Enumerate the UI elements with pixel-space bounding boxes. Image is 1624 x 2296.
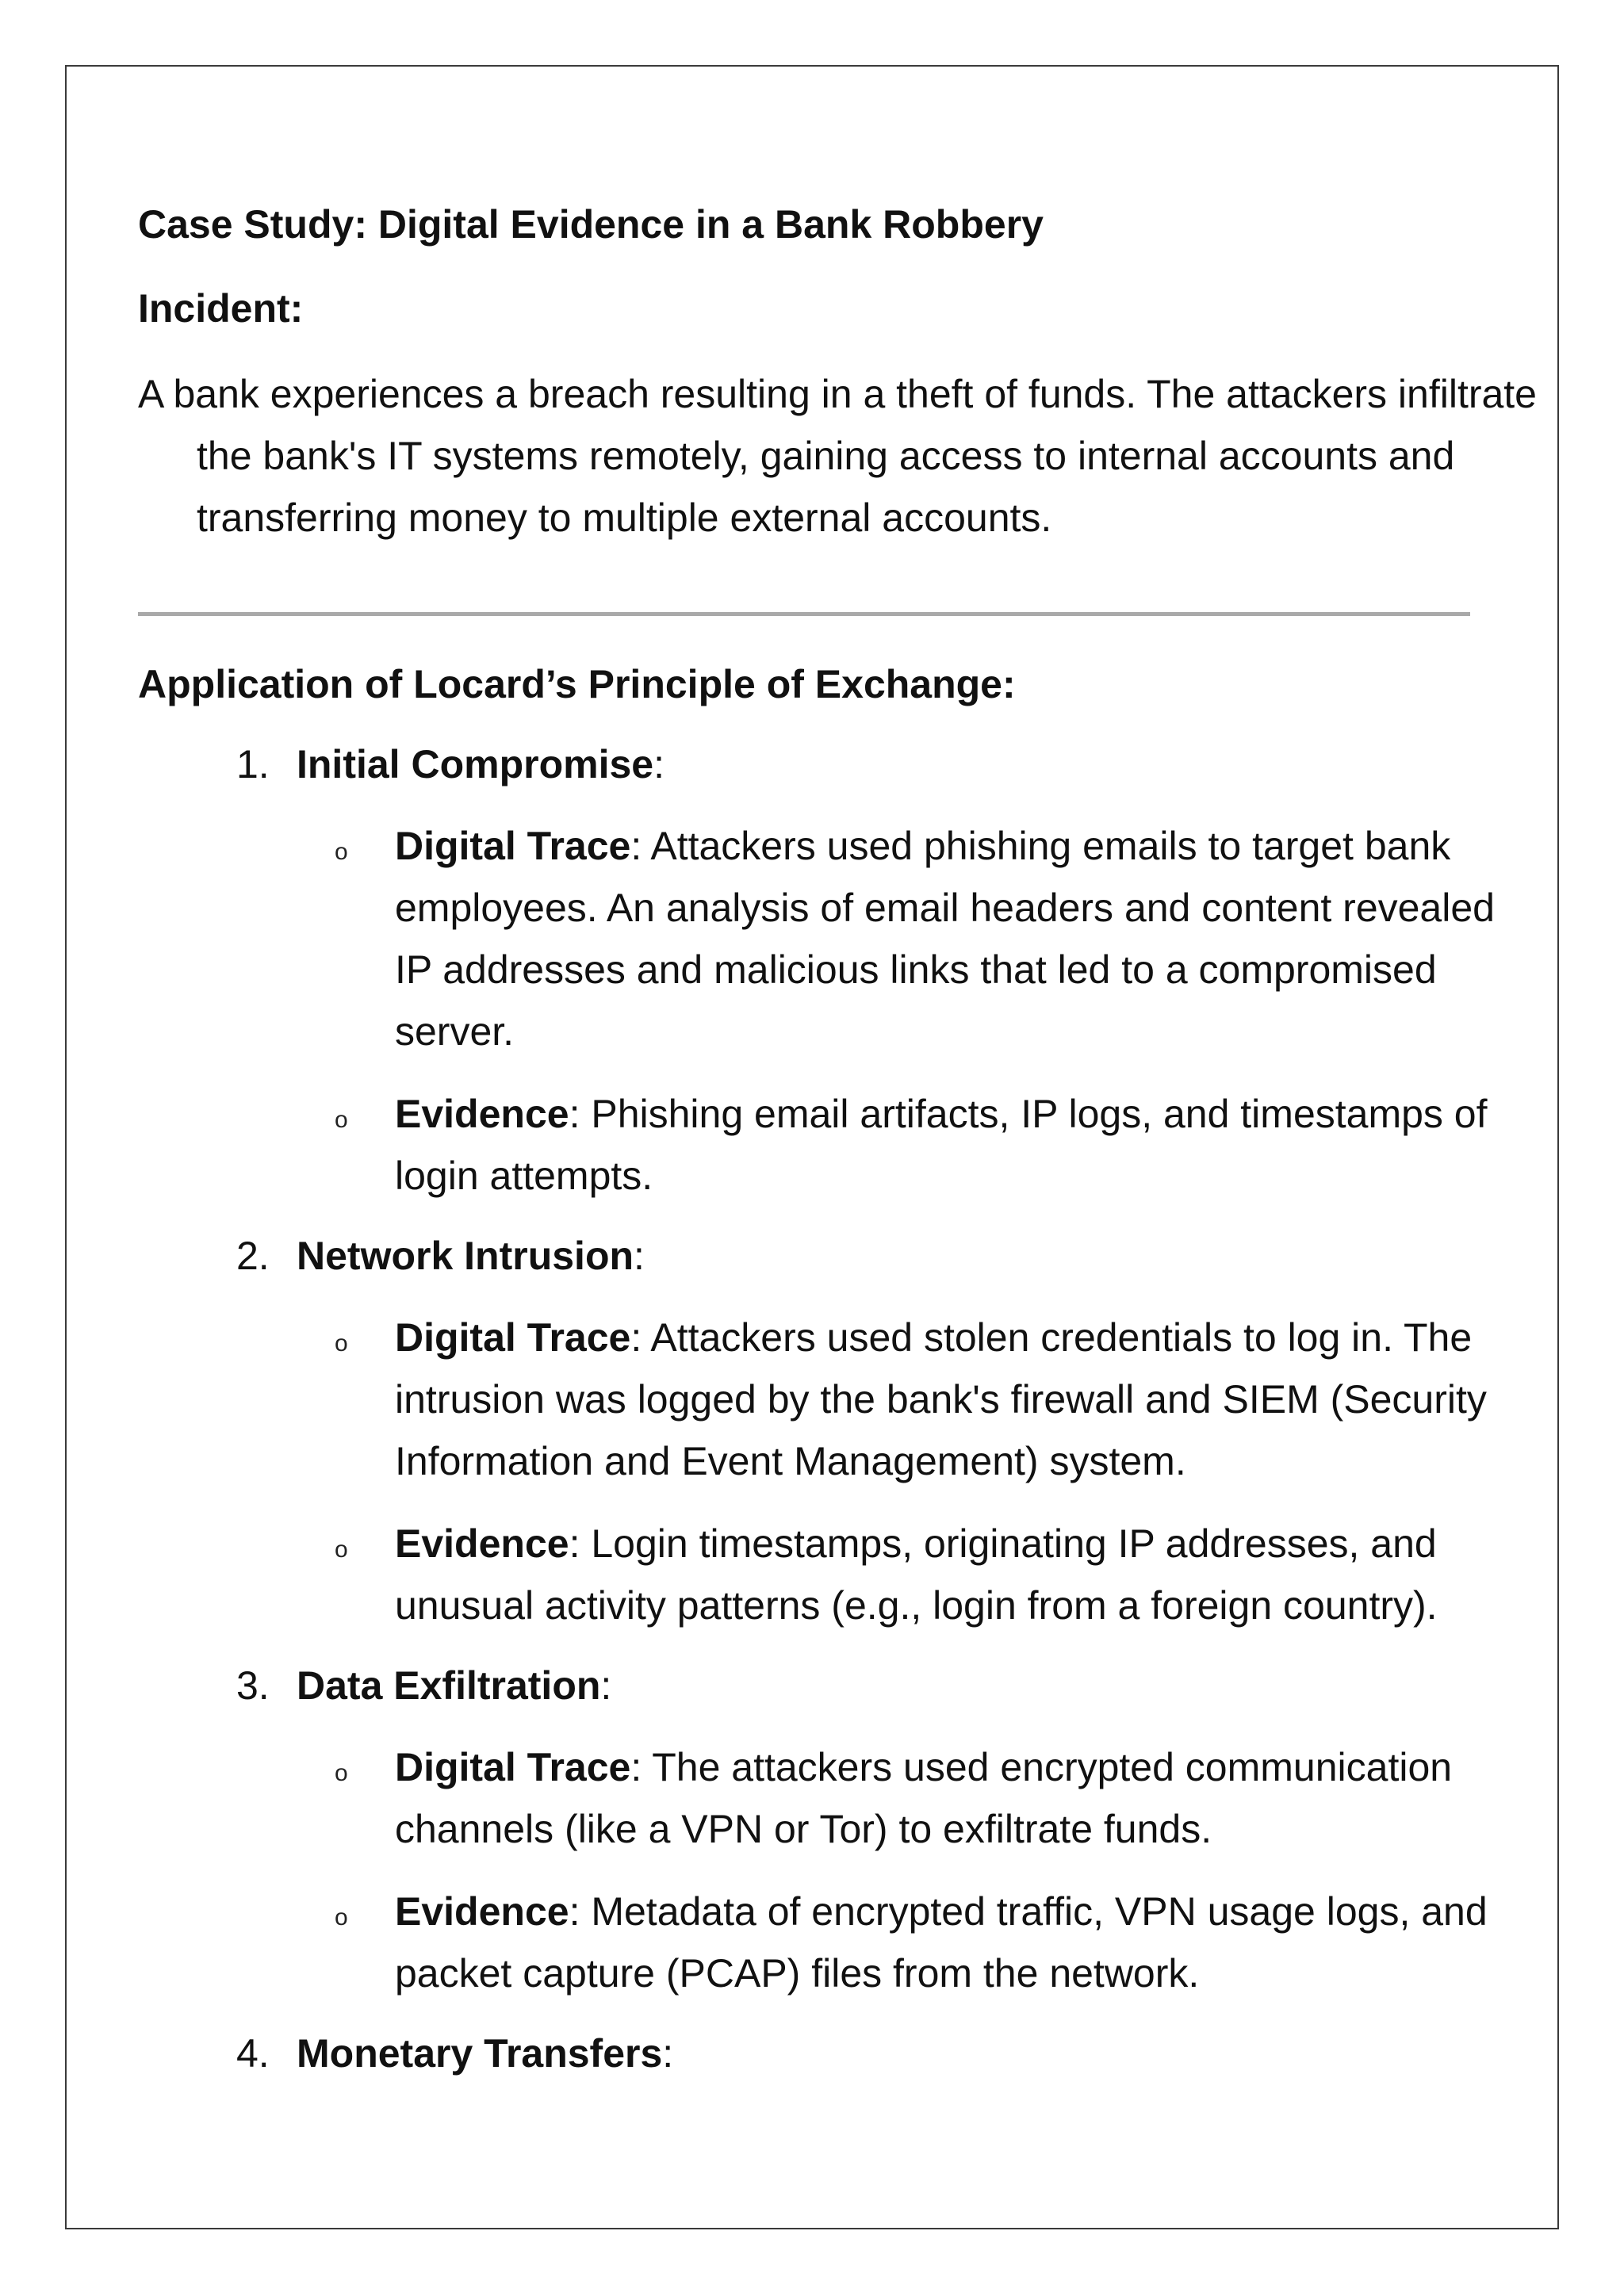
bullet-label: Digital Trace xyxy=(395,1745,631,1789)
step-heading xyxy=(138,2025,1534,2082)
bullet-circle-icon: o xyxy=(335,1760,348,1786)
incident-paragraph: A bank experiences a breach resulting in a theft of funds. The attackers infiltrate the bank's IT systems remotely, gaining access to internal accounts and transferring money to multiple external accounts. xyxy=(138,372,1537,540)
step-item xyxy=(138,2025,1534,2082)
bullet-circle-icon: o xyxy=(335,1904,348,1931)
bullet-text: : Attackers used phishing emails to target bank employees. An analysis of email headers and content revealed IP addresses and malicious links that led to a compromised server. xyxy=(395,824,1495,1054)
step-suffix: : xyxy=(634,1234,645,1278)
bullet-circle-icon: o xyxy=(335,839,348,865)
bullet-item xyxy=(138,1083,1537,1207)
step-label: Network Intrusion xyxy=(297,1234,634,1278)
step-suffix: : xyxy=(653,742,665,786)
bullet-list xyxy=(138,1307,1534,1636)
step-label: Data Exfiltration xyxy=(297,1663,601,1708)
bullet-list xyxy=(138,1736,1534,2004)
incident-heading: Incident: xyxy=(138,286,304,331)
section-divider xyxy=(138,612,1470,616)
bullet-text: : Attackers used stolen credentials to log in. The intrusion was logged by the bank's firewall and SIEM (Security Information and Event Management) system. xyxy=(395,1315,1487,1483)
application-heading: Application of Locard’s Principle of Exchange: xyxy=(138,662,1016,706)
step-number: 3. xyxy=(236,1663,270,1708)
bullet-item xyxy=(138,815,1537,1062)
bullet-text: : Login timestamps, originating IP addresses, and unusual activity patterns (e.g., login from a foreign country). xyxy=(395,1521,1438,1628)
step-heading xyxy=(138,1227,1534,1284)
step-label: Initial Compromise xyxy=(297,742,654,786)
steps-list xyxy=(138,736,1534,2099)
bullet-label: Evidence xyxy=(395,1889,569,1934)
step-number: 4. xyxy=(236,2031,270,2076)
step-item xyxy=(138,736,1534,1207)
bullet-item xyxy=(138,1736,1537,1860)
step-item xyxy=(138,1657,1534,2004)
bullet-item xyxy=(138,1307,1537,1492)
step-suffix: : xyxy=(600,1663,612,1708)
bullet-text: : The attackers used encrypted communication channels (like a VPN or Tor) to exfiltrate funds. xyxy=(395,1745,1453,1851)
bullet-text: : Phishing email artifacts, IP logs, and timestamps of login attempts. xyxy=(395,1092,1488,1198)
step-suffix: : xyxy=(662,2031,674,2076)
bullet-circle-icon: o xyxy=(335,1330,348,1357)
bullet-circle-icon: o xyxy=(335,1107,348,1133)
bullet-label: Digital Trace xyxy=(395,824,631,868)
bullet-circle-icon: o xyxy=(335,1536,348,1563)
bullet-item xyxy=(138,1881,1537,2004)
bullet-item xyxy=(138,1513,1537,1636)
bullet-label: Evidence xyxy=(395,1521,569,1566)
document-title: Case Study: Digital Evidence in a Bank Robbery xyxy=(138,202,1044,247)
bullet-text: : Metadata of encrypted traffic, VPN usage logs, and packet capture (PCAP) files from the network. xyxy=(395,1889,1488,1996)
step-heading xyxy=(138,736,1534,793)
step-item xyxy=(138,1227,1534,1636)
bullet-list xyxy=(138,815,1534,1207)
step-label: Monetary Transfers xyxy=(297,2031,663,2076)
bullet-label: Digital Trace xyxy=(395,1315,631,1360)
step-number: 1. xyxy=(236,742,270,786)
step-number: 2. xyxy=(236,1234,270,1278)
step-heading xyxy=(138,1657,1534,1714)
bullet-label: Evidence xyxy=(395,1092,569,1136)
